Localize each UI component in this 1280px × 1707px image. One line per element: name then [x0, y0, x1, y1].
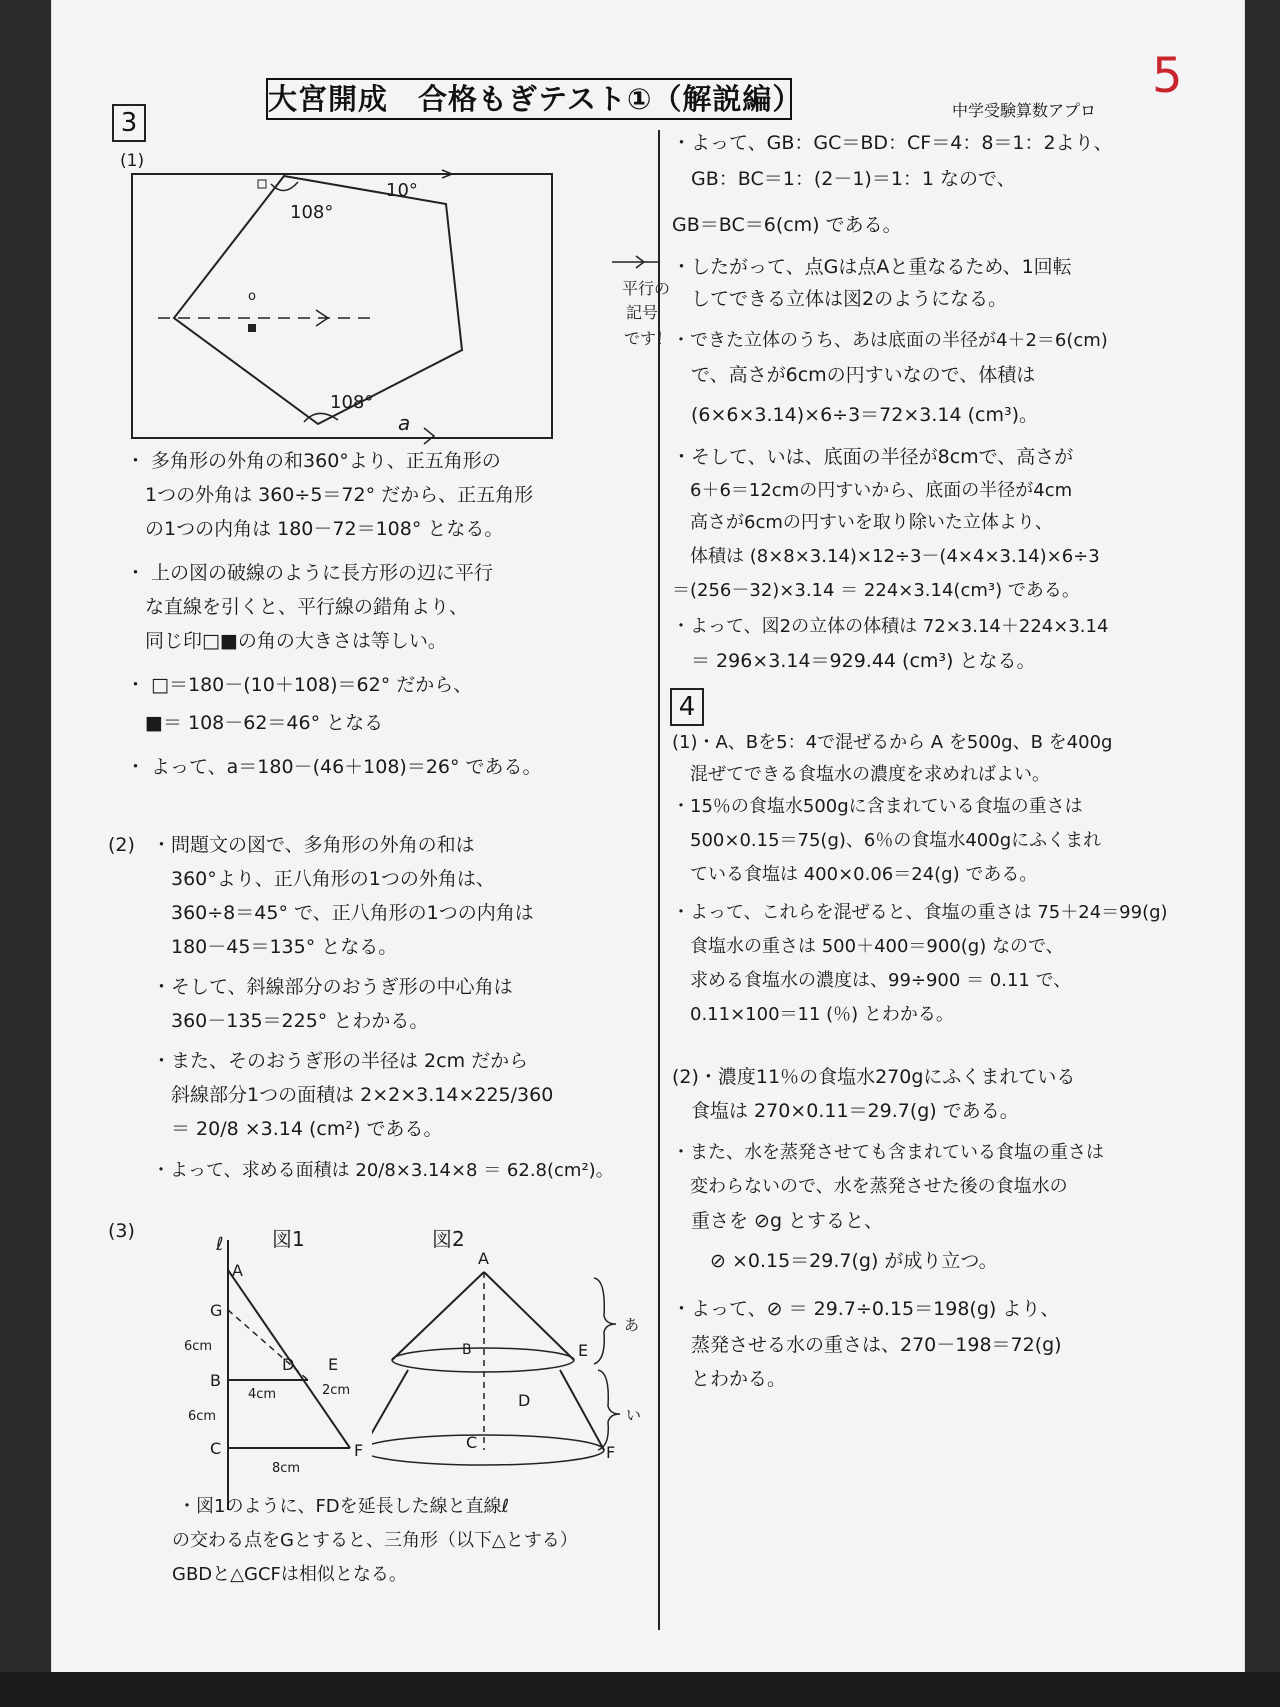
svg-text:F: F [354, 1441, 364, 1460]
s3p2-line-3: 180－45＝135° となる。 [152, 936, 398, 958]
svg-text:図2: 図2 [432, 1227, 465, 1251]
s3p2-line-4: ・そして、斜線部分のおうぎ形の中心角は [152, 976, 513, 998]
s3r-line-13: ・よって、図2の立体の体積は 72×3.14＋224×3.14 [672, 616, 1109, 637]
svg-text:2cm: 2cm [322, 1383, 351, 1398]
s4p1-line-7: 求める食塩水の濃度は、99÷900 ＝ 0.11 で、 [672, 970, 1072, 991]
svg-text:B: B [210, 1371, 221, 1390]
publisher-label: 中学受験算数アプロ [952, 101, 1097, 120]
svg-text:D: D [282, 1355, 295, 1374]
s4p2-line-6: ・よって、⊘ ＝ 29.7÷0.15＝198(g) より、 [672, 1298, 1060, 1320]
s3p2-line-5: 360－135＝225° とわかる。 [152, 1010, 429, 1032]
marker-open-square [258, 180, 266, 188]
s3r-line-9: 6＋6＝12cmの円すいから、底面の半径が4cm [672, 480, 1073, 501]
section-3-number: 3 [112, 104, 146, 142]
figure-1-triangle [112, 1220, 392, 1520]
s3p1-line-3: ・ 上の図の破線のように長方形の辺に平行 [126, 562, 494, 584]
part-2-label: (2) [108, 834, 135, 856]
s3r-line-0: ・よって、GB：GC＝BD：CF＝4：8＝1：2より、 [672, 132, 1113, 154]
svg-text:A: A [232, 1261, 243, 1280]
s4p2-line-3: 変わらないので、水を蒸発させた後の食塩水の [672, 1176, 1068, 1197]
section-4-number: 4 [670, 688, 704, 726]
s4p2-line-2: ・また、水を蒸発させても含まれている食塩の重さは [672, 1142, 1104, 1163]
s3p2-line-7: 斜線部分1つの面積は 2×2×3.14×225/360 [152, 1084, 554, 1106]
part-3-label: (3) [108, 1220, 135, 1242]
s4p2-line-5: ⊘ ×0.15＝29.7(g) が成り立つ。 [672, 1250, 998, 1272]
background-edge [0, 1672, 1280, 1707]
s4p2-line-4: 重さを ⊘g とすると、 [672, 1210, 884, 1232]
s3p2-line-1: 360°より、正八角形の1つの外角は、 [152, 868, 495, 890]
angle-a: a [398, 411, 411, 435]
angle-10: 10° [386, 180, 418, 201]
figure-2-cone [372, 1220, 662, 1470]
s3p1-line-2: の1つの内角は 180－72＝108° となる。 [126, 518, 504, 540]
svg-text:図1: 図1 [272, 1227, 305, 1251]
svg-text:8cm: 8cm [272, 1461, 301, 1476]
svg-text:A: A [478, 1249, 489, 1268]
s3p2-line-9: ・よって、求める面積は 20/8×3.14×8 ＝ 62.8(cm²)。 [152, 1160, 614, 1181]
s4p1-line-5: ・よって、これらを混ぜると、食塩の重さは 75＋24＝99(g) [672, 902, 1168, 923]
s3r-line-6: で、高さが6cmの円すいなので、体積は [672, 364, 1036, 386]
s3p2-line-2: 360÷8＝45° で、正八角形の1つの内角は [152, 902, 534, 924]
s4p2-line-7: 蒸発させる水の重さは、270－198＝72(g) [672, 1334, 1062, 1356]
svg-text:B: B [462, 1342, 472, 1358]
marker-o: o [248, 289, 256, 304]
s3p1-line-4: な直線を引くと、平行線の錯角より、 [126, 596, 469, 618]
svg-text:F: F [606, 1443, 616, 1462]
s3p1-line-7: ■＝ 108－62＝46° となる [126, 712, 384, 734]
s3p2-line-8: ＝ 20/8 ×3.14 (cm²) である。 [152, 1118, 443, 1140]
s4p1-line-4: ている食塩は 400×0.06＝24(g) である。 [672, 864, 1038, 885]
marker-filled-square [248, 324, 256, 332]
part-1-label: (1) [120, 151, 145, 171]
s3r-line-3: ・したがって、点Gは点Aと重なるため、1回転 [672, 256, 1072, 278]
s3p2-line-6: ・また、そのおうぎ形の半径は 2cm だから [152, 1050, 529, 1072]
s3r-line-12: ＝(256－32)×3.14 ＝ 224×3.14(cm³) である。 [672, 580, 1080, 601]
s3p3-line-0: ・図1のように、FDを延長した線と直線ℓ [178, 1496, 510, 1517]
svg-text:G: G [210, 1301, 223, 1320]
s4p1-line-1: 混ぜてできる食塩水の濃度を求めればよい。 [672, 764, 1050, 785]
page-title: 大宮開成 合格もぎテスト①（解説編） [266, 78, 792, 120]
svg-text:ℓ: ℓ [216, 1234, 224, 1255]
worksheet-page [52, 0, 1244, 1672]
svg-text:6cm: 6cm [188, 1409, 217, 1424]
s3p3-line-2: GBDと△GCFは相似となる。 [172, 1564, 407, 1585]
svg-text:E: E [578, 1341, 589, 1360]
s3r-line-11: 体積は (8×8×3.14)×12÷3－(4×4×3.14)×6÷3 [672, 546, 1100, 567]
svg-text:4cm: 4cm [248, 1387, 277, 1402]
page-number: 5 [1152, 48, 1183, 104]
s3r-line-8: ・そして、いは、底面の半径が8cmで、高さが [672, 446, 1074, 468]
s3r-line-5: ・できた立体のうち、あは底面の半径が4＋2＝6(cm) [672, 330, 1108, 351]
s4p2-line-0: (2)・濃度11％の食塩水270gにふくまれている [672, 1066, 1076, 1088]
s3p1-line-0: ・ 多角形の外角の和360°より、正五角形の [126, 450, 501, 472]
s3r-line-14: ＝ 296×3.14＝929.44 (cm³) となる。 [672, 650, 1036, 672]
angle-108-top: 108° [290, 202, 334, 223]
angle-108-bottom: 108° [330, 392, 374, 413]
svg-text:C: C [466, 1433, 478, 1452]
s4p1-line-0: (1)・A、Bを5：4で混ぜるから A を500g、B を400g [672, 732, 1113, 753]
svg-text:あ: あ [624, 1316, 640, 1334]
svg-text:C: C [210, 1439, 222, 1458]
svg-text:E: E [328, 1355, 339, 1374]
s3p1-line-5: 同じ印□■の角の大きさは等しい。 [126, 630, 447, 652]
s3r-line-10: 高さが6cmの円すいを取り除いた立体より、 [672, 512, 1053, 533]
s3r-line-2: GB＝BC＝6(cm) である。 [672, 214, 902, 236]
s3r-line-7: (6×6×3.14)×6÷3＝72×3.14 (cm³)。 [672, 404, 1039, 426]
parallel-note-3: です！ [624, 329, 673, 348]
s3p1-line-1: 1つの外角は 360÷5＝72° だから、正五角形 [126, 484, 534, 506]
angle-arc-bottom [304, 413, 338, 422]
s3p1-line-8: ・ よって、a＝180－(46＋108)＝26° である。 [126, 756, 542, 778]
s3r-line-4: してできる立体は図2のようになる。 [672, 288, 1008, 310]
s4p2-line-8: とわかる。 [672, 1368, 787, 1390]
svg-text:6cm: 6cm [184, 1339, 213, 1354]
s3p2-line-0: ・問題文の図で、多角形の外角の和は [152, 834, 475, 856]
bottom-arrow-mark [424, 428, 434, 444]
svg-text:D: D [518, 1391, 531, 1410]
s3p1-line-6: ・ □＝180－(10＋108)＝62° だから、 [126, 674, 473, 696]
parallel-note-2: 記号 [626, 303, 659, 322]
s4p1-line-3: 500×0.15＝75(g)、6％の食塩水400gにふくまれ [672, 830, 1102, 851]
pentagon-diagram [116, 160, 676, 450]
s4p1-line-2: ・15％の食塩水500gに含まれている食塩の重さは [672, 796, 1083, 817]
parallel-note-1: 平行の [622, 279, 671, 298]
s3r-line-1: GB：BC＝1：(2－1)＝1：1 なので、 [672, 168, 1016, 190]
svg-text:い: い [626, 1406, 642, 1424]
s3p3-line-1: の交わる点をGとすると、三角形（以下△とする） [172, 1530, 578, 1551]
s4p2-line-1: 食塩は 270×0.11＝29.7(g) である。 [672, 1100, 1019, 1122]
s4p1-line-6: 食塩水の重さは 500＋400＝900(g) なので、 [672, 936, 1064, 957]
s4p1-line-8: 0.11×100＝11 (％) とわかる。 [672, 1004, 954, 1025]
